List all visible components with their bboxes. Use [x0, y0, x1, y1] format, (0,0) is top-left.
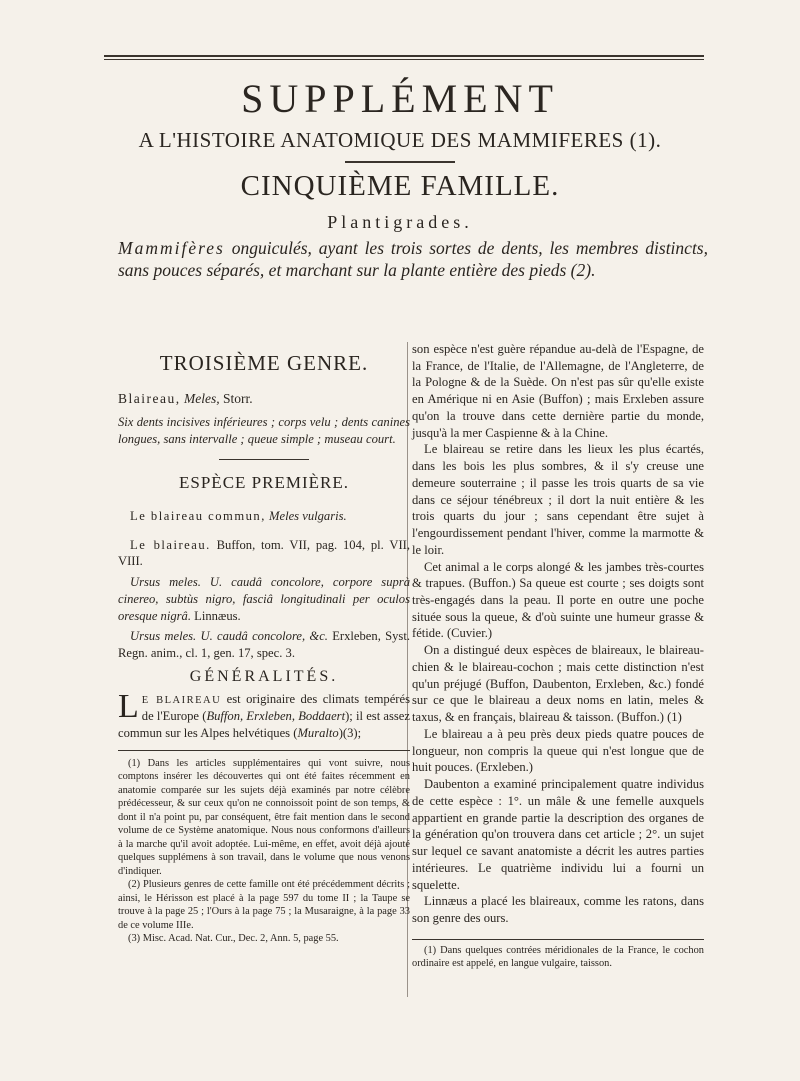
paragraph-linnaeus: Linnæus a placé les blaireaux, comme les ratons, dans son genre des ours.	[412, 894, 704, 925]
footnote-3: (3) Misc. Acad. Nat. Cur., Dec. 2, Ann. 5, page 55.	[128, 933, 339, 945]
right-column	[412, 341, 704, 971]
genre-author: Storr.	[222, 390, 253, 406]
header-ornament-rule	[104, 55, 704, 61]
paragraph-species: On a distingué deux espèces de blaireaux, le blaireau-chien & le blaireau-cochon ; mais cette distinction n'est qu'un préjugé (Buffon, Daubenton, Erxleben, &c.) fondé sur ce que le blaireau a deux noms en latin, meles & taxus, & en français, blaireau & taisson. (Buffon.) (1)	[412, 643, 704, 725]
genre-description: Six dents incisives inférieures ; corps velu ; dents canines longues, sans intervalle ; queue simple ; museau court.	[118, 414, 410, 446]
footnote-1: (1) Dans les articles supplémentaires qui vont suivre, nous comptons insérer les découvertes qui ont été faites récemment en anatomie comparée sur les sujets déjà examinés par notre célèbre prédécesseur, & sur ceux qu'on ne connoissoit point de son temps, & dont il n'a point pu, par conséquent, être fait mention dans le second volume de ce Système anatomique. Nous nous conformons d'ailleurs à la marche qu'il avoit adoptée. Lui-même, en effet, avoit déjà ajouté quelques supplémens à son travail, dans le volume que nous venons d'indiquer.	[118, 757, 410, 877]
paragraph-habitat: Le blaireau se retire dans les lieux les plus écartés, dans les bois les plus sombres, & il s'y creuse une demeure souterraine ; il passe les trois quarts de sa vie dans ce séjour ténébreux ; il dort la nuit entière & les trois quarts du jour ; sans cependant être sujet à l'engourdissement pendant l'hiver, comme la marmotte & le loir.	[412, 442, 704, 557]
species-common-name: Le blaireau commun,	[130, 508, 266, 523]
paragraph-daubenton: Daubenton a examiné principalement quatre individus de cette espèce : 1°. un mâle & une femelle auxquels appartient en grande partie la description des organes de la génération qu'on trouvera dans cet article ; 2°. un sujet sur lequel ce savant anatomiste a décrit les autres parties intérieures. Le quatrième individu lui a fourni un squelette.	[412, 777, 704, 892]
family-heading: CINQUIÈME FAMILLE.	[240, 170, 560, 202]
reference-erxleben: Ursus meles. U. caudâ concolore, &c. Erxleben, Syst. Regn. anim., cl. 1, gen. 17, spec. 3.	[118, 629, 410, 661]
species-latin-name: Meles vulgaris.	[269, 508, 347, 523]
genre-heading: TROISIÈME GENRE.	[159, 351, 369, 375]
reference-linnaeus: Ursus meles. U. caudâ concolore, corpore suprà cinereo, subtùs nigro, fasciâ longitudinali per oculos oresque nigrâ. Linnæus.	[118, 575, 410, 623]
reference-buffon: Le blaireau. Buffon, tom. VII, pag. 104, pl. VII, VIII.	[118, 537, 411, 569]
footnote-rule	[118, 750, 410, 751]
intro-text: onguiculés, ayant les trois sortes de dents, les membres distincts, sans pouces séparés, et marchant sur la plante entière des pieds (2).	[118, 238, 708, 280]
page-title: SUPPLÉMENT	[241, 76, 559, 121]
genre-latin-name: Meles,	[183, 390, 220, 406]
intro-paragraph	[118, 238, 708, 282]
species-name-line	[118, 508, 410, 525]
genre-common-name: Blaireau,	[118, 390, 181, 406]
paragraph-size: Le blaireau a à peu près deux pieds quatre pouces de longueur, non compris la queue qui n'est longue que de huit pouces. (Erxleben.)	[412, 726, 704, 775]
plantigrades-heading: Plantigrades.	[327, 212, 473, 232]
genre-line	[118, 390, 410, 408]
generalites-heading: GÉNÉRALITÉS.	[189, 667, 339, 685]
species-heading: ESPÈCE PREMIÈRE.	[179, 473, 349, 493]
page-subtitle: A L'HISTOIRE ANATOMIQUE DES MAMMIFERES (1).	[138, 128, 662, 152]
left-column	[118, 350, 410, 946]
footnotes-left	[118, 757, 410, 946]
footnote-2: (2) Plusieurs genres de cette famille ont été précédemment décrits ; ainsi, le Hérisson est placé à la page 597 du tome II ; la Taupe se trouve à la page 25 ; l'Ours à la page 75 ; la Musaraigne, à la page 33 de ce volume IIIe.	[118, 879, 410, 931]
section-rule	[219, 459, 309, 460]
drop-cap: L	[118, 688, 139, 726]
paragraph-distribution: son espèce n'est guère répandue au-delà de l'Espagne, de la France, de l'Italie, de l'Allemagne, de l'Angleterre, de la Pologne & de la Suède. On n'est pas sûr qu'elle existe en Amérique ni en Asie (Buffon) ; mais Erxleben assure qu'on la trouve dans cette dernière partie du monde, jusqu'à la mer Caspienne & à la Chine.	[412, 342, 704, 440]
intro-lead: Mammifères	[118, 238, 225, 258]
divider-rule	[345, 161, 455, 163]
footnote-rule-right	[412, 939, 704, 940]
paragraph-body: Cet animal a le corps alongé & les jambes très-courtes & trapues. (Buffon.) Sa queue est courte ; ses doigts sont très-engagés dans la peau. Il porte en outre une poche située sous la queue, & d'où suinte une humeur grasse & fétide. (Cuvier.)	[412, 559, 704, 641]
footnote-right: (1) Dans quelques contrées méridionales de la France, le cochon ordinaire est appelé, en langue vulgaire, taisson.	[412, 944, 704, 970]
generalites-paragraph: LE BLAIREAU est originaire des climats tempérés de l'Europe (Buffon, Erxleben, Boddaert); il est assez commun sur les Alpes helvétiques (Muralto)(3);	[118, 688, 410, 740]
